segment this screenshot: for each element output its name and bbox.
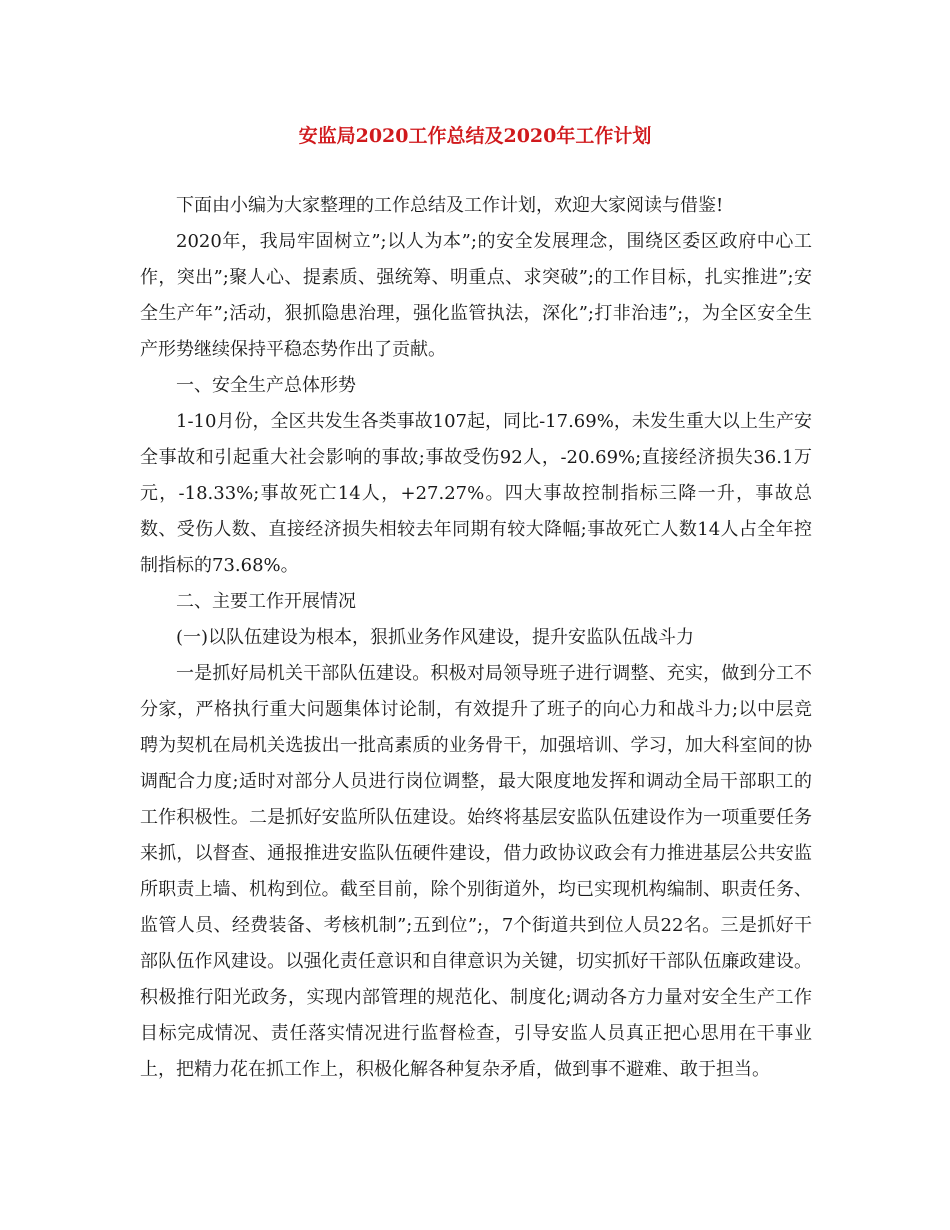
section-heading-safety-situation: 一、安全生产总体形势: [176, 375, 356, 396]
document-title: 安监局2020工作总结及2020年工作计划: [298, 125, 652, 147]
subsection-heading-team-building: (一)以队伍建设为根本，狠抓业务作风建设，提升安监队伍战斗力: [176, 627, 695, 648]
overview-paragraph: 2020年，我局牢固树立”;以人为本”;的安全发展理念，围绕区委区政府中心工作，突出”;聚人心、提素质、强统筹、明重点、求突破”;的工作目标，扎实推进”;安全生产年”;活动，狠抓隐患治理，强化监管执法，深化”;打非治违”;，为全区安全生产形势继续保持平稳态势作出了贡献。: [140, 231, 812, 360]
section-heading-main-work: 二、主要工作开展情况: [176, 591, 356, 612]
intro-paragraph: 下面由小编为大家整理的工作总结及工作计划，欢迎大家阅读与借鉴!: [176, 195, 724, 216]
team-building-paragraph: 一是抓好局机关干部队伍建设。积极对局领导班子进行调整、充实，做到分工不分家，严格执行重大问题集体讨论制，有效提升了班子的向心力和战斗力;以中层竞聘为契机在局机关选拔出一批高素质的业务骨干，加强培训、学习，加大科室间的协调配合力度;适时对部分人员进行岗位调整，最大限度地发挥和调动全局干部职工的工作积极性。二是抓好安监所队伍建设。始终将基层安监队伍建设作为一项重要任务来抓，以督查、通报推进安监队伍硬件建设，借力政协议政会有力推进基层公共安监所职责上墙、机构到位。截至目前，除个别街道外，均已实现机构编制、职责任务、监管人员、经费装备、考核机制”;五到位”;，7个街道共到位人员22名。三是抓好干部队伍作风建设。以强化责任意识和自律意识为关键，切实抓好干部队伍廉政建设。积极推行阳光政务，实现内部管理的规范化、制度化;调动各方力量对安全生产工作目标完成情况、责任落实情况进行监督检查，引导安监人员真正把心思用在干事业上，把精力花在抓工作上，积极化解各种复杂矛盾，做到事不避难、敢于担当。: [140, 663, 812, 1080]
document-body: [140, 188, 812, 1088]
statistics-paragraph: 1-10月份，全区共发生各类事故107起，同比-17.69%，未发生重大以上生产安全事故和引起重大社会影响的事故;事故受伤92人，-20.69%;直接经济损失36.1万元，-18.33%;事故死亡14人，+27.27%。四大事故控制指标三降一升，事故总数、受伤人数、直接经济损失相较去年同期有较大降幅;事故死亡人数14人占全年控制指标的73.68%。: [140, 411, 812, 576]
